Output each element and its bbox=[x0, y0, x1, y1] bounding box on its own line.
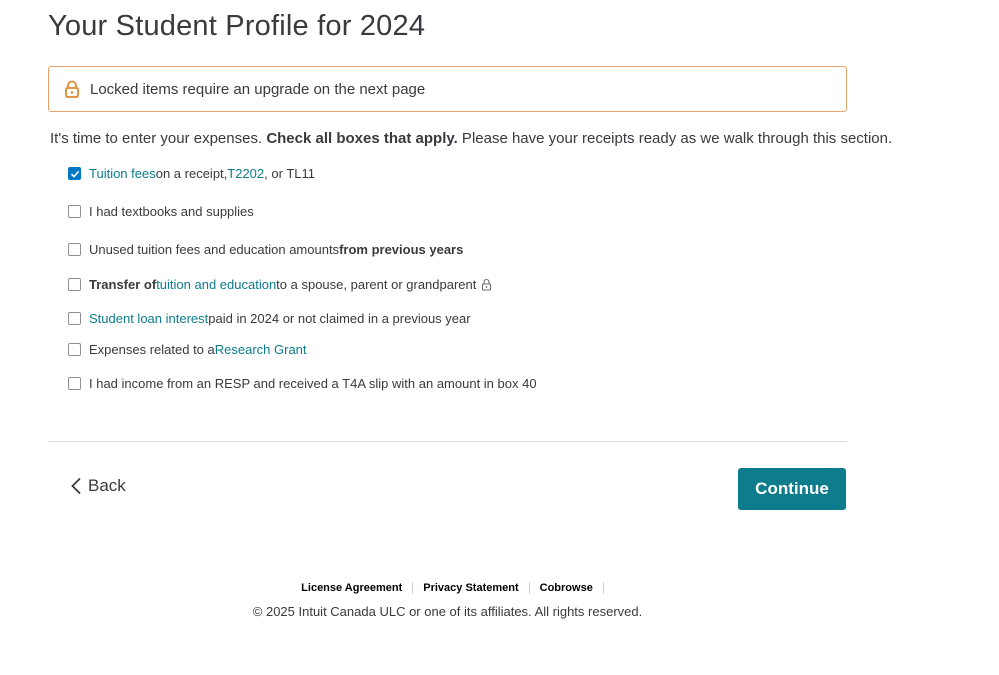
option-transfer: Transfer of tuition and education to a spouse, parent or grandparent bbox=[68, 277, 492, 292]
checkbox-research-grant[interactable] bbox=[68, 343, 81, 356]
research-grant-link[interactable]: Research Grant bbox=[214, 342, 307, 357]
back-button[interactable] bbox=[70, 476, 126, 496]
back-label: Back bbox=[88, 476, 126, 495]
notice-text: Locked items require an upgrade on the next page bbox=[90, 80, 426, 98]
option-label: I had textbooks and supplies bbox=[89, 204, 254, 219]
checkbox-resp[interactable] bbox=[68, 377, 81, 390]
lock-icon bbox=[64, 80, 80, 98]
option-tuition-fees: Tuition fees on a receipt, T2202 , or TL11 bbox=[68, 166, 315, 181]
intro-text: It's time to enter your expenses. Check all boxes that apply. Please have your receipts ready as we walk through this section. bbox=[50, 130, 893, 147]
upgrade-notice bbox=[48, 66, 847, 112]
t2202-link[interactable]: T2202 bbox=[227, 166, 265, 181]
checkbox-textbooks[interactable] bbox=[68, 205, 81, 218]
cobrowse-link[interactable]: Cobrowse bbox=[530, 582, 604, 594]
checkbox-unused-tuition[interactable] bbox=[68, 243, 81, 256]
checkmark-icon bbox=[70, 169, 80, 179]
privacy-statement-link[interactable]: Privacy Statement bbox=[413, 582, 529, 594]
option-research-grant: Expenses related to a Research Grant bbox=[68, 342, 307, 357]
tuition-education-link[interactable]: tuition and education bbox=[156, 277, 277, 292]
lock-icon bbox=[481, 278, 492, 291]
tuition-fees-link[interactable]: Tuition fees bbox=[89, 166, 156, 181]
footer-links bbox=[0, 582, 895, 594]
continue-button[interactable]: Continue bbox=[738, 468, 846, 510]
checkbox-transfer[interactable] bbox=[68, 278, 81, 291]
option-resp bbox=[68, 376, 537, 391]
student-loan-interest-link[interactable]: Student loan interest bbox=[89, 311, 209, 326]
copyright: © 2025 Intuit Canada ULC or one of its affiliates. All rights reserved. bbox=[252, 604, 643, 619]
divider bbox=[48, 441, 847, 442]
chevron-left-icon bbox=[70, 477, 82, 495]
option-unused-tuition: Unused tuition fees and education amounts from previous years bbox=[68, 242, 463, 257]
license-agreement-link[interactable]: License Agreement bbox=[291, 582, 413, 594]
option-textbooks bbox=[68, 204, 254, 219]
checkbox-student-loan[interactable] bbox=[68, 312, 81, 325]
checkbox-tuition-fees[interactable] bbox=[68, 167, 81, 180]
option-label: I had income from an RESP and received a T4A slip with an amount in box 40 bbox=[89, 376, 537, 391]
page-title: Your Student Profile for 2024 bbox=[48, 10, 426, 42]
option-student-loan: Student loan interest paid in 2024 or not claimed in a previous year bbox=[68, 311, 471, 326]
